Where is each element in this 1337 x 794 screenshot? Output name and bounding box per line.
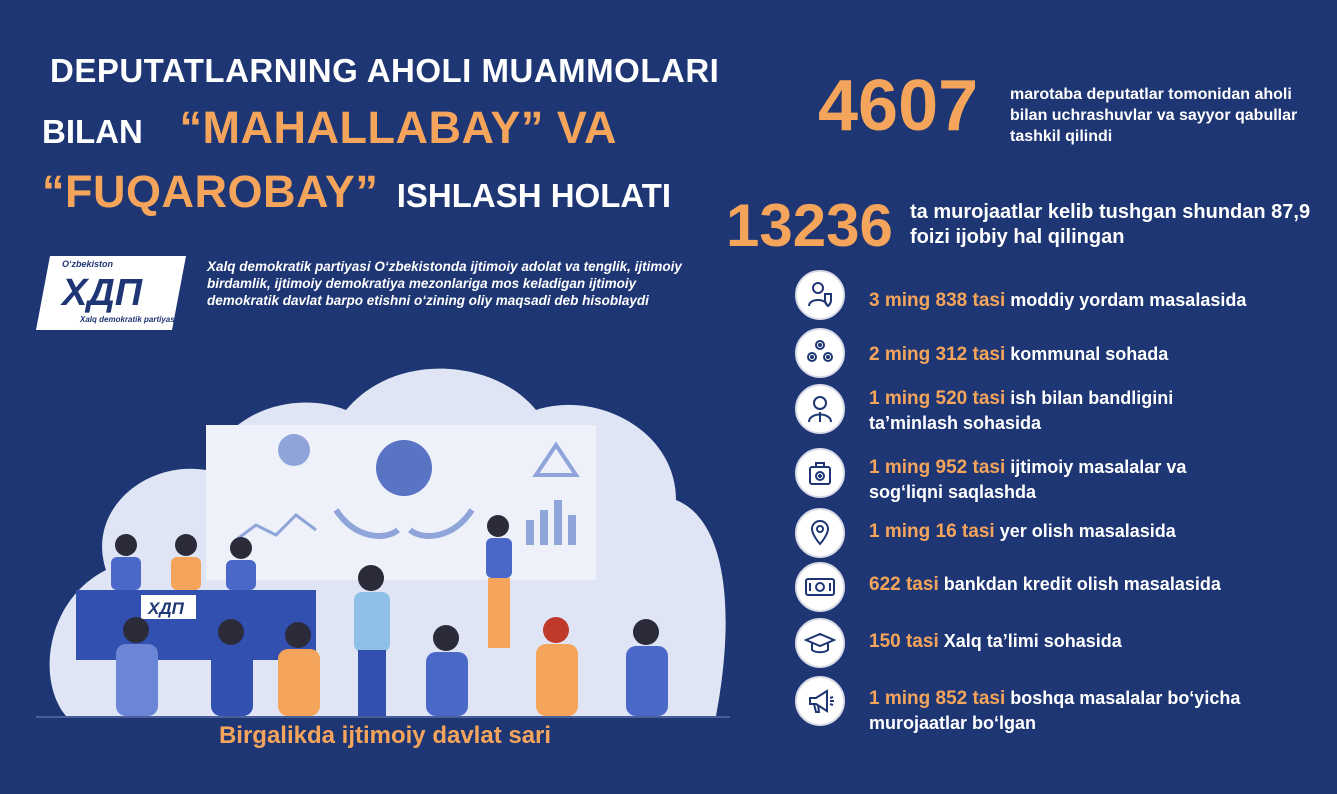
logo-top-text: O‘zbekiston [62,259,114,269]
meetings-count: 4607 [818,66,979,146]
map-pin-icon [795,508,845,558]
banknote-icon [795,562,845,612]
worker-icon [795,384,845,434]
appeals-count: 13236 [726,192,893,259]
category-text: 1 ming 952 tasi ijtimoiy masalalar va sog‘liqni saqlashda [869,457,1187,502]
party-logo [36,256,186,330]
presentation-illustration [36,350,730,718]
podium-sign-text: ХДП [148,599,184,618]
megaphone-icon [795,676,845,726]
meetings-description: marotaba deputatlar tomonidan aholi bilan uchrashuvlar va sayyor qabullar tashkil qilindi [1010,86,1298,145]
title-mahallabay: “MAHALLABAY” VA [179,102,618,153]
category-text: 3 ming 838 tasi moddiy yordam masalasida [869,290,1247,311]
appeals-description: ta murojaatlar kelib tushgan shundan 87,9 foizi ijobiy hal qilingan [910,201,1311,248]
panel-people [111,534,256,590]
logo-bottom-text: Xalq demokratik partiyasi [80,315,177,324]
category-text: 2 ming 312 tasi kommunal sohada [869,344,1169,365]
slogan: Birgalikda ijtimoiy davlat sari [218,722,552,749]
category-text: 1 ming 16 tasi yer olish masalasida [869,521,1176,542]
graduation-cap-icon [795,618,845,668]
title-fuqarobay: “FUQAROBAY” [42,166,379,217]
hand-support-icon [795,270,845,320]
title-line-1: DEPUTATLARNING AHOLI MUAMMOLARI [50,52,720,89]
logo-letters: ХДП [62,272,143,314]
small-globe-icon [278,434,310,466]
category-text: 1 ming 520 tasi ish bilan bandligini ta’minlash sohasida [869,388,1174,433]
category-row [795,508,1325,560]
illustration-baseline [36,716,730,718]
party-description: Xalq demokratik partiyasi O‘zbekistonda ijtimoiy adolat va tenglik, ijtimoiy birdamlik, ijtimoiy demokratiya mezonlariga mos keladigan ijtimoiy demokratik davlat barpo etishni o‘zining oliy maqsadi deb hisoblaydi [207,259,682,308]
category-row [795,384,1325,436]
category-row [795,448,1325,500]
medical-kit-icon [795,448,845,498]
category-row [795,562,1325,614]
title-line-3 [42,166,671,218]
category-text: 150 tasi Xalq ta’limi sohasida [869,631,1122,652]
category-row [795,270,1325,322]
globe-icon [376,440,432,496]
gears-icon [795,328,845,378]
category-text: 622 tasi bankdan kredit olish masalasida [869,574,1221,595]
category-row [795,328,1325,380]
title-line-3-suffix: ISHLASH HOLATI [396,177,672,214]
title-line-2-prefix: BILAN [42,113,143,150]
category-row [795,676,1325,733]
category-row [795,618,1325,670]
category-text: 1 ming 852 tasi boshqa masalalar bo‘yicha murojaatlar bo‘lgan [869,688,1241,733]
title-line-2 [42,102,617,154]
